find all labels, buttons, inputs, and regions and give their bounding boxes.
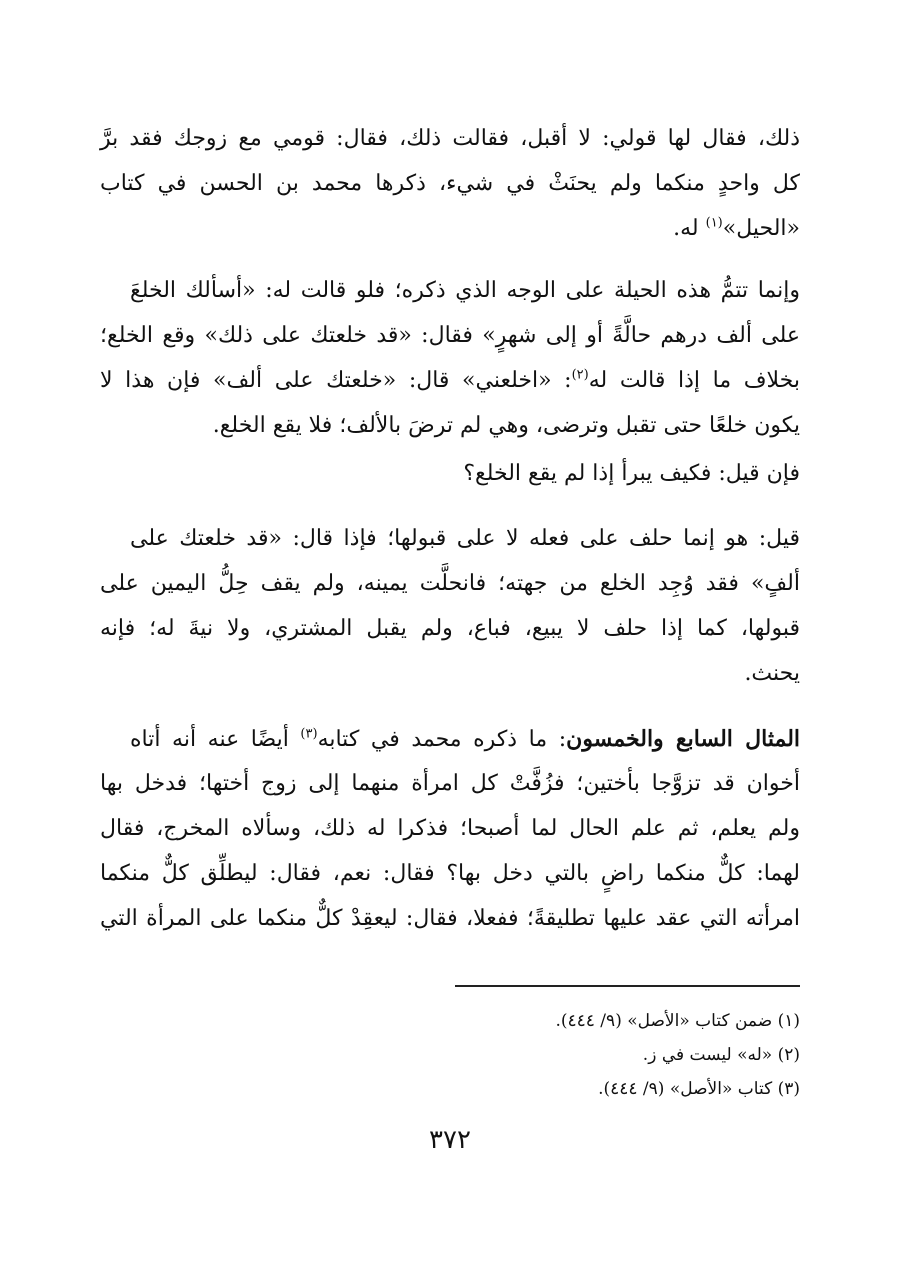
text-line — [100, 857, 800, 891]
text-line — [130, 274, 800, 308]
text-line — [130, 522, 800, 556]
text-segment: بخلاف ما إذا قالت له — [588, 368, 800, 393]
text-segment: : ما ذكره محمد في كتابه — [317, 727, 567, 752]
text-line — [100, 122, 800, 156]
text-line — [100, 567, 800, 601]
text-line — [100, 167, 800, 201]
text-line — [100, 212, 800, 246]
text-segment: «الحيل» — [722, 216, 800, 241]
footnote-ref[interactable]: (٢) — [571, 367, 589, 383]
footnote-ref[interactable]: (١) — [705, 215, 723, 231]
footnote: (٢) «له» ليست في ز. — [642, 1045, 800, 1065]
text-segment: : «اخلعني» قال: «خلعتك على ألف» فإن هذا لا — [100, 368, 572, 393]
text-segment: قيل: هو إنما حلف على فعله لا على قبولها؛ فإذا قال: «قد خلعتك على — [130, 526, 800, 551]
text-segment: امرأته التي عقد عليها تطليقةً؛ ففعلا، فقال: ليعقِدْ كلٌّ منكما على المرأة التي — [100, 906, 800, 931]
text-line — [100, 612, 800, 646]
text-segment: لهما: كلٌّ منكما راضٍ بالتي دخل بها؟ فقال: نعم، فقال: ليطلِّق كلٌّ منكما — [100, 861, 800, 886]
text-line — [100, 319, 800, 353]
text-line — [100, 902, 800, 936]
text-line — [100, 364, 800, 398]
text-segment: يكون خلعًا حتى تقبل وترضى، وهي لم ترضَ بالألف؛ فلا يقع الخلع. — [212, 413, 800, 438]
text-segment: يحنث. — [744, 661, 800, 686]
footnote: (٣) كتاب «الأصل» (٩/ ٤٤٤). — [598, 1079, 800, 1099]
text-line — [100, 767, 800, 801]
text-segment: وإنما تتمُّ هذه الحيلة على الوجه الذي ذكره؛ فلو قالت له: «أسألك الخلعَ — [130, 278, 800, 303]
page-number: ٣٧٢ — [429, 1125, 471, 1155]
text-segment: ولم يعلم، ثم علم الحال لما أصبحا؛ فذكرا له ذلك، وسألاه المخرج، فقال — [100, 816, 800, 841]
text-segment: أخوان قد تزوَّجا بأختين؛ فزُفَّتْ كل امرأة منهما إلى زوج أختها؛ فدخل بها — [100, 771, 800, 796]
text-segment: ذلك، فقال لها قولي: لا أقبل، فقالت ذلك، فقال: قومي مع زوجك فقد برَّ — [100, 126, 800, 151]
text-segment: فإن قيل: فكيف يبرأ إذا لم يقع الخلع؟ — [463, 461, 800, 486]
text-line — [100, 409, 800, 443]
text-segment: قبولها، كما إذا حلف لا يبيع، فباع، ولم يقبل المشتري، ولا نيةَ له؛ فإنه — [100, 616, 800, 641]
text-segment: كل واحدٍ منكما ولم يحنَثْ في شيء، ذكرها محمد بن الحسن في كتاب — [100, 171, 800, 196]
text-line — [100, 657, 800, 691]
footnote: (١) ضمن كتاب «الأصل» (٩/ ٤٤٤). — [555, 1011, 800, 1031]
text-segment: ألفٍ» فقد وُجِد الخلع من جهته؛ فانحلَّت يمينه، ولم يقف حِلُّ اليمين على — [100, 571, 800, 596]
footnote-divider — [455, 985, 800, 987]
text-segment: أيضًا عنه أنه أتاه — [130, 727, 301, 752]
text-segment: له. — [673, 216, 706, 241]
text-line — [130, 722, 800, 757]
text-segment: على ألف درهم حالَّةً أو إلى شهرٍ» فقال: «قد خلعتك على ذلك» وقع الخلع؛ — [100, 323, 800, 348]
section-heading: المثال السابع والخمسون — [566, 726, 801, 752]
text-line — [130, 457, 800, 491]
text-line — [100, 812, 800, 846]
footnote-ref[interactable]: (٣) — [300, 726, 318, 742]
